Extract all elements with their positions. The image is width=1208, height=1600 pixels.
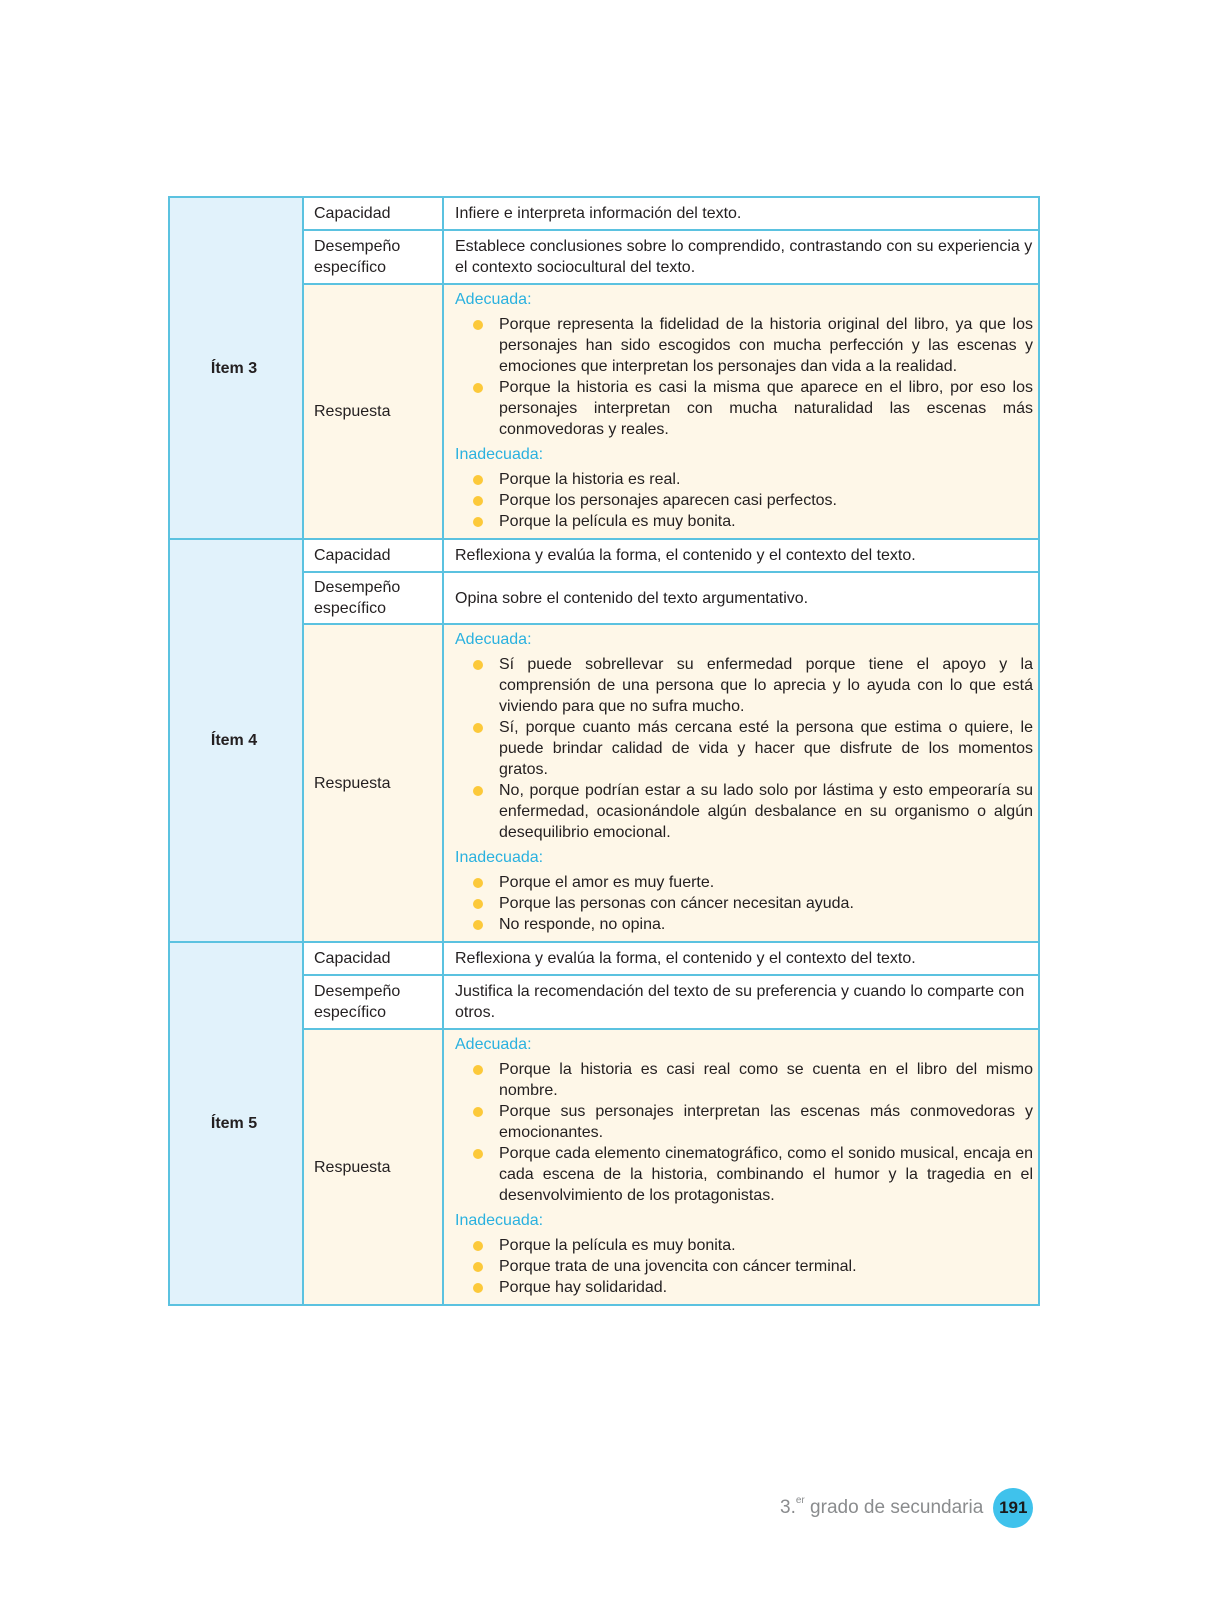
list-item — [455, 717, 1033, 780]
list-item — [455, 511, 1033, 532]
answer-text: Porque las personas con cáncer necesitan ayuda. — [499, 895, 854, 912]
list-item — [455, 314, 1033, 377]
item-4-adecuada-list — [455, 654, 1033, 843]
item-5-respuesta — [443, 1029, 1039, 1305]
bullet-icon — [473, 496, 483, 506]
answer-text: Sí, porque cuanto más cercana esté la persona que estima o quiere, le puede brindar calidad de vida y hacer que disfrute de los momentos gratos. — [499, 719, 1033, 778]
grade-label — [780, 1497, 983, 1519]
list-item — [455, 914, 1033, 935]
answer-text: Porque la historia es casi real como se cuenta en el libro del mismo nombre. — [499, 1061, 1033, 1099]
item-4-capacidad: Reflexiona y evalúa la forma, el contenido y el contexto del texto. — [443, 539, 1039, 572]
item-4-inadecuada-list — [455, 872, 1033, 935]
page-number: 191 — [993, 1488, 1033, 1528]
answer-text: Porque trata de una jovencita con cáncer terminal. — [499, 1258, 857, 1275]
item-5-capacidad-row — [169, 942, 1039, 975]
bullet-icon — [473, 1065, 483, 1075]
list-item — [455, 872, 1033, 893]
list-item — [455, 377, 1033, 440]
item-3-adecuada-list — [455, 314, 1033, 440]
list-item — [455, 1235, 1033, 1256]
bullet-icon — [473, 723, 483, 733]
list-item — [455, 893, 1033, 914]
answer-text: Porque la historia es casi la misma que aparece en el libro, por eso los personajes interpretan con mucha naturalidad las escenas más conmovedoras y reales. — [499, 379, 1033, 438]
desempeno-label: Desempeño específico — [303, 572, 443, 624]
answer-text: Porque los personajes aparecen casi perfectos. — [499, 492, 837, 509]
grade-text: grado de secundaria — [804, 1497, 984, 1518]
respuesta-label: Respuesta — [303, 624, 443, 942]
item-5-desempeno: Justifica la recomendación del texto de su preferencia y cuando lo comparte con otros. — [443, 975, 1039, 1029]
list-item — [455, 1101, 1033, 1143]
page-footer — [780, 1488, 1033, 1528]
list-item — [455, 1143, 1033, 1206]
bullet-icon — [473, 660, 483, 670]
answer-text: Porque cada elemento cinematográfico, como el sonido musical, encaja en cada escena de la historia, combinando el humor y la tragedia en el desenvolvimiento de los protagonistas. — [499, 1145, 1033, 1204]
item-3-capacidad: Infiere e interpreta información del texto. — [443, 197, 1039, 230]
bullet-icon — [473, 517, 483, 527]
item-3-title: Ítem 3 — [169, 197, 303, 539]
answer-text: Porque la historia es real. — [499, 471, 681, 488]
adecuada-heading: Adecuada: — [455, 1036, 532, 1053]
list-item — [455, 1059, 1033, 1101]
list-item — [455, 654, 1033, 717]
respuesta-label: Respuesta — [303, 1029, 443, 1305]
item-3-respuesta — [443, 284, 1039, 539]
bullet-icon — [473, 1241, 483, 1251]
answer-text: Porque hay solidaridad. — [499, 1279, 668, 1296]
list-item — [455, 1277, 1033, 1298]
inadecuada-heading: Inadecuada: — [455, 849, 544, 866]
bullet-icon — [473, 1149, 483, 1159]
list-item — [455, 469, 1033, 490]
grade-suffix: er — [795, 1495, 805, 1506]
list-item — [455, 1256, 1033, 1277]
item-5-capacidad: Reflexiona y evalúa la forma, el contenido y el contexto del texto. — [443, 942, 1039, 975]
list-item — [455, 490, 1033, 511]
bullet-icon — [473, 786, 483, 796]
capacidad-label: Capacidad — [303, 197, 443, 230]
bullet-icon — [473, 475, 483, 485]
bullet-icon — [473, 1283, 483, 1293]
respuesta-label: Respuesta — [303, 284, 443, 539]
capacidad-label: Capacidad — [303, 539, 443, 572]
item-3-desempeno: Establece conclusiones sobre lo comprendido, contrastando con su experiencia y el contexto sociocultural del texto. — [443, 230, 1039, 284]
desempeno-label: Desempeño específico — [303, 230, 443, 284]
bullet-icon — [473, 1262, 483, 1272]
bullet-icon — [473, 383, 483, 393]
desempeno-label: Desempeño específico — [303, 975, 443, 1029]
list-item — [455, 780, 1033, 843]
answer-text: Porque la película es muy bonita. — [499, 1237, 736, 1254]
item-5-adecuada-list — [455, 1059, 1033, 1206]
bullet-icon — [473, 920, 483, 930]
bullet-icon — [473, 320, 483, 330]
adecuada-heading: Adecuada: — [455, 291, 532, 308]
item-3-inadecuada-list — [455, 469, 1033, 532]
bullet-icon — [473, 899, 483, 909]
answer-text: No, porque podrían estar a su lado solo por lástima y esto empeoraría su enfermedad, ocasionándole algún desbalance en su organismo o algún desequilibrio emocional. — [499, 782, 1033, 841]
answer-text: Porque el amor es muy fuerte. — [499, 874, 715, 891]
item-4-title: Ítem 4 — [169, 539, 303, 942]
inadecuada-heading: Inadecuada: — [455, 446, 544, 463]
answer-text: Porque la película es muy bonita. — [499, 513, 736, 530]
grade-number: 3. — [780, 1497, 796, 1518]
adecuada-heading: Adecuada: — [455, 631, 532, 648]
item-5-inadecuada-list — [455, 1235, 1033, 1298]
item-5-title: Ítem 5 — [169, 942, 303, 1305]
bullet-icon — [473, 1107, 483, 1117]
answer-text: No responde, no opina. — [499, 916, 666, 933]
item-4-capacidad-row — [169, 539, 1039, 572]
answer-text: Porque representa la fidelidad de la historia original del libro, ya que los personajes han sido escogidos con mucha perfección y las escenas y emociones que interpretan los personajes dan vida a la realidad. — [499, 316, 1033, 375]
answer-text: Porque sus personajes interpretan las escenas más conmovedoras y emocionantes. — [499, 1103, 1033, 1141]
answer-text: Sí puede sobrellevar su enfermedad porque tiene el apoyo y la comprensión de una persona que lo aprecia y lo ayuda con lo que está viviendo para que no sufra mucho. — [499, 656, 1033, 715]
bullet-icon — [473, 878, 483, 888]
capacidad-label: Capacidad — [303, 942, 443, 975]
item-4-desempeno: Opina sobre el contenido del texto argumentativo. — [443, 572, 1039, 624]
rubric-table — [168, 196, 1040, 1306]
item-3-capacidad-row — [169, 197, 1039, 230]
inadecuada-heading: Inadecuada: — [455, 1212, 544, 1229]
item-4-respuesta — [443, 624, 1039, 942]
